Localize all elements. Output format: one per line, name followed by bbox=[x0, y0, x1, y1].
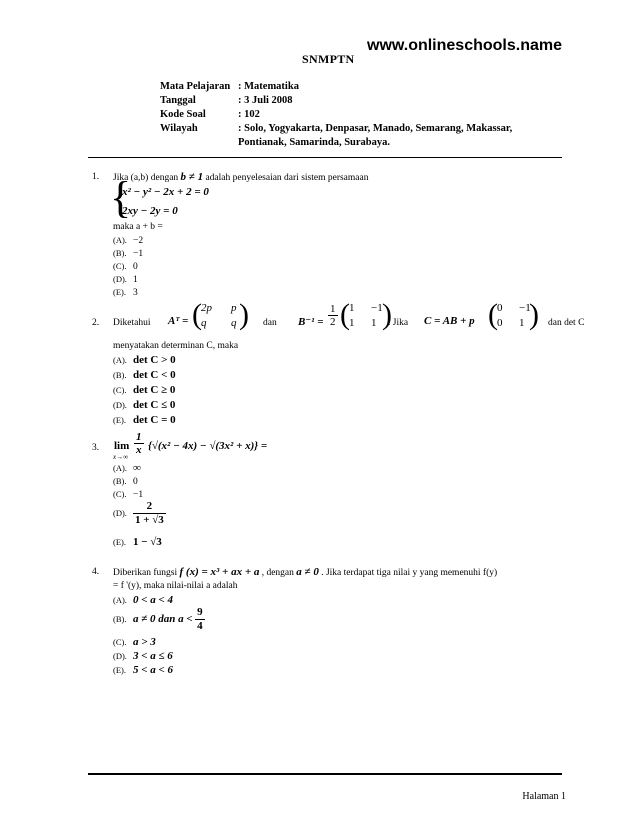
meta-value: : 3 Juli 2008 bbox=[238, 95, 293, 106]
q2-c: C = AB + p bbox=[424, 315, 475, 327]
q4-option: (C). a > 3 bbox=[113, 636, 156, 648]
site-url: www.onlineschools.name bbox=[367, 37, 562, 54]
q2-at-matrix: 2p p q q bbox=[201, 302, 237, 329]
q1-option: (C). 0 bbox=[113, 261, 138, 272]
q2-line2: menyatakan determinan C, maka bbox=[113, 341, 239, 351]
q1-option: (E). 3 bbox=[113, 287, 138, 298]
q1-equation-1: x² − y² − 2x + 2 = 0 bbox=[122, 186, 209, 198]
question-1-text bbox=[113, 171, 368, 185]
page-number: Halaman 1 bbox=[522, 791, 566, 802]
q2-tail: dan det C bbox=[548, 318, 585, 328]
q4-option: (A). 0 < a < 4 bbox=[113, 594, 174, 606]
q2-binv: B⁻¹ = bbox=[298, 316, 324, 328]
q4-text-a: Diberikan fungsi bbox=[113, 568, 178, 578]
meta-value: : Matematika bbox=[238, 81, 299, 92]
meta-value: Pontianak, Samarinda, Surabaya. bbox=[238, 137, 390, 148]
q1-option: (B). −1 bbox=[113, 248, 144, 259]
q2-at: Aᵀ = bbox=[168, 315, 189, 327]
q3-option: (B). 0 bbox=[113, 476, 138, 487]
meta-value: : 102 bbox=[238, 109, 260, 120]
question-4-text bbox=[113, 566, 497, 580]
q4-text-b: , dengan bbox=[261, 568, 294, 578]
q2-binv-paren-open: ( bbox=[340, 298, 350, 331]
q2-c-matrix: 0 −1 0 1 bbox=[497, 302, 531, 329]
q1-equation-2: 2xy − 2y = 0 bbox=[122, 205, 178, 217]
system-brace: { bbox=[110, 173, 132, 222]
exam-meta bbox=[160, 80, 512, 150]
q4-option: (D). 3 < a ≤ 6 bbox=[113, 650, 173, 662]
footer-divider bbox=[88, 773, 562, 775]
q1-text-a: Jika (a,b) dengan bbox=[113, 173, 179, 183]
meta-value: : Solo, Yogyakarta, Denpasar, Manado, Semarang, Makassar, bbox=[238, 123, 513, 134]
q4-option: (E). 5 < a < 6 bbox=[113, 664, 174, 676]
q3-body: {√(x² − 4x) − √(3x² + x)} = bbox=[148, 440, 268, 452]
q4-option: (B). a ≠ 0 dan a < $\frac{9}{4}$ bbox=[113, 606, 203, 633]
q4-line2: = f '(y), maka nilai-nilai a adalah bbox=[113, 581, 238, 591]
header-divider bbox=[88, 157, 562, 158]
q2-option: (C). det C ≥ 0 bbox=[113, 384, 176, 396]
q3-lim-sub: x→∞ bbox=[113, 453, 129, 461]
q2-text-a: Diketahui bbox=[113, 318, 151, 328]
q2-jika: . Jika bbox=[388, 318, 409, 328]
q2-binv-matrix: 1 −1 1 1 bbox=[349, 302, 383, 329]
q2-option: (D). det C ≤ 0 bbox=[113, 399, 176, 411]
q2-half: $\frac{1}{2}$ bbox=[330, 303, 336, 328]
q3-lim: lim bbox=[114, 440, 130, 452]
q4-fx: f (x) = x³ + ax + a bbox=[179, 566, 260, 578]
page-title: SNMPTN bbox=[302, 52, 355, 66]
meta-key: Wilayah bbox=[160, 123, 198, 134]
q2-option: (E). det C = 0 bbox=[113, 414, 176, 426]
question-number: 3. bbox=[92, 443, 100, 453]
question-number: 2. bbox=[92, 318, 100, 328]
q3-option: (A). ∞ bbox=[113, 462, 141, 474]
q1-ask: maka a + b = bbox=[113, 222, 163, 232]
q3-option: (E). 1 − √3 bbox=[113, 536, 162, 548]
q4-text-c: . Jika terdapat tiga nilai y yang memenuhi f(y) bbox=[321, 568, 498, 578]
q2-paren-close: ) bbox=[239, 298, 249, 331]
q2-c-paren-open: ( bbox=[488, 298, 498, 331]
q2-c-paren-close: ) bbox=[529, 298, 539, 331]
q1-option: (D). 1 bbox=[113, 274, 138, 285]
q1-option: (A). −2 bbox=[113, 235, 144, 246]
q2-dan: dan bbox=[263, 318, 277, 328]
q1-text-b: adalah penyelesaian dari sistem persamaan bbox=[205, 173, 369, 183]
question-number: 1. bbox=[92, 172, 100, 182]
meta-key: Mata Pelajaran bbox=[160, 81, 231, 92]
question-number: 4. bbox=[92, 567, 100, 577]
q2-paren-open: ( bbox=[192, 298, 202, 331]
meta-key: Tanggal bbox=[160, 95, 196, 106]
q4-condition: a ≠ 0 bbox=[296, 566, 319, 578]
q2-binv-paren-close: ) bbox=[382, 298, 392, 331]
q1-condition: b ≠ 1 bbox=[180, 171, 204, 183]
q2-option: (B). det C < 0 bbox=[113, 369, 176, 381]
q3-option: (D). $\frac{2}{1 + √3}$ bbox=[113, 500, 164, 527]
q3-option: (C). −1 bbox=[113, 489, 144, 500]
meta-key bbox=[160, 136, 238, 150]
q3-fraction: $\frac{1}{x}$ bbox=[136, 431, 142, 456]
q2-option: (A). det C > 0 bbox=[113, 354, 176, 366]
meta-key: Kode Soal bbox=[160, 109, 206, 120]
